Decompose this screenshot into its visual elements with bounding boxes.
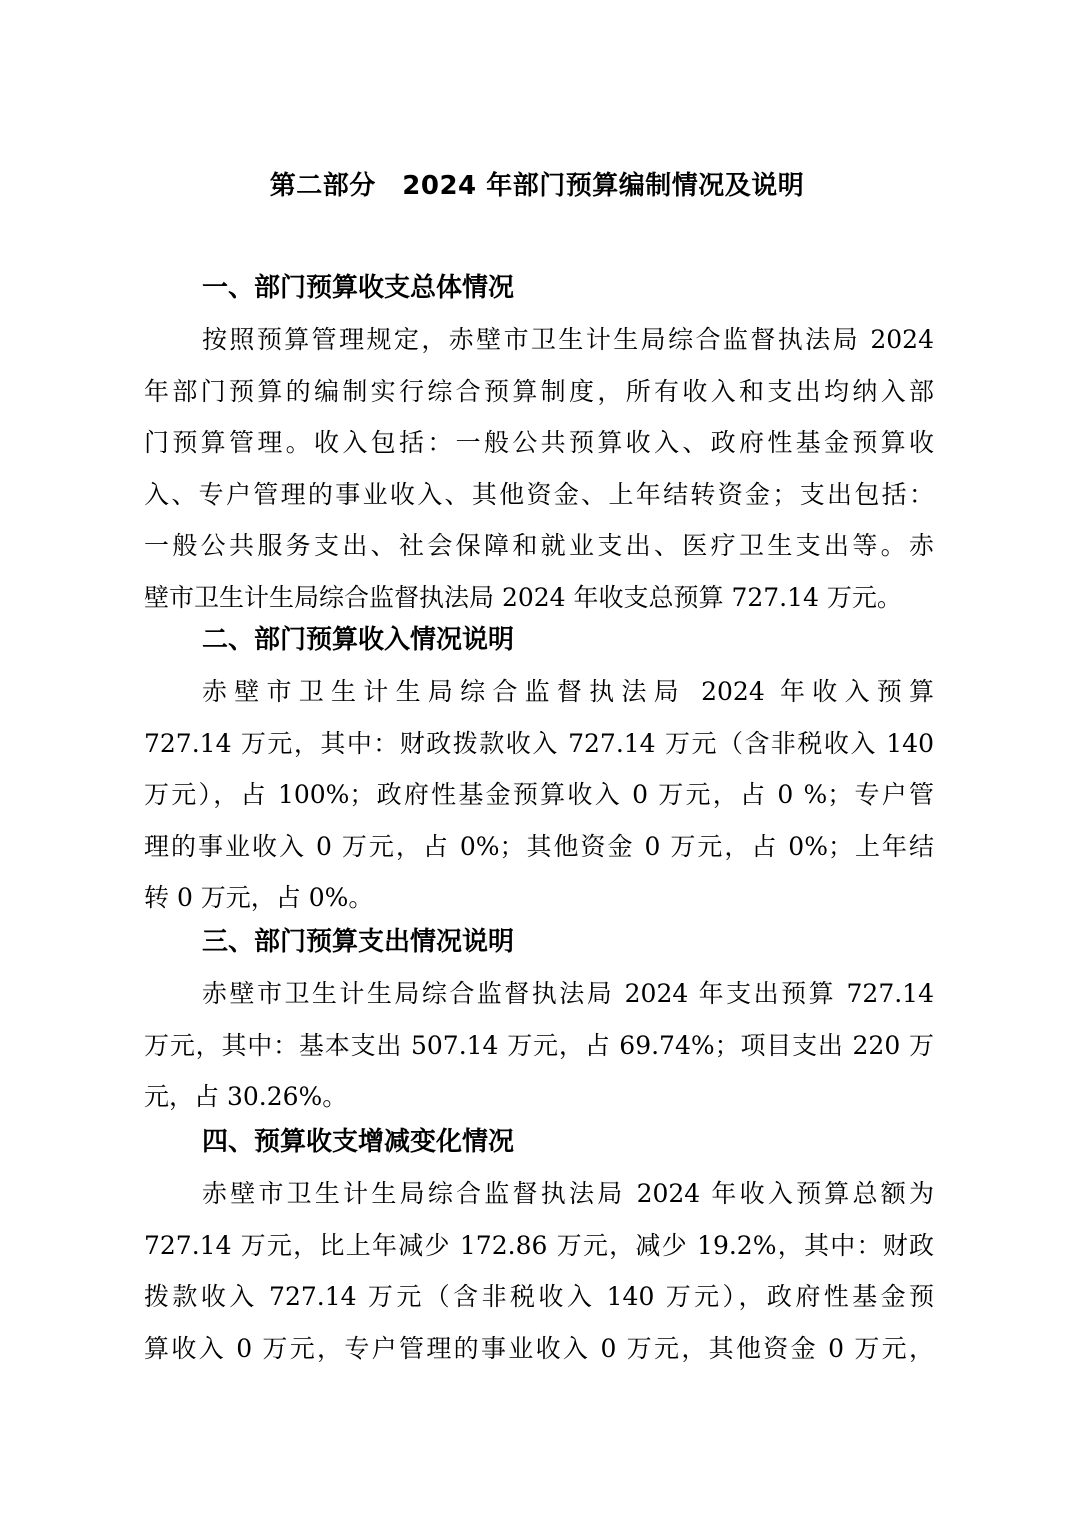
- section-heading: 四、预算收支增减变化情况: [202, 1127, 515, 1157]
- paragraph-line: 转 0 万元，占 0%。: [144, 883, 374, 912]
- section-changes: [144, 1116, 934, 1374]
- paragraph-line: 算收入 0 万元，专户管理的事业收入 0 万元，其他资金 0 万元，: [144, 1333, 934, 1363]
- paragraph-line: 万元），占 100%；政府性基金预算收入 0 万元，占 0 %；专户管: [144, 780, 934, 809]
- paragraph-line: 壁市卫生计生局综合监督执法局 2024 年收支总预算 727.14 万元。: [144, 582, 902, 612]
- page-title: 第二部分 2024 年部门预算编制情况及说明: [269, 171, 805, 201]
- paragraph-line: 门预算管理。收入包括：一般公共预算收入、政府性基金预算收: [144, 428, 934, 457]
- paragraph-line: 理的事业收入 0 万元，占 0%；其他资金 0 万元，占 0%；上年结: [144, 831, 934, 861]
- paragraph-line: 赤壁市卫生计生局综合监督执法局 2024 年收入预算: [202, 677, 934, 706]
- section-heading: 三、部门预算支出情况说明: [202, 927, 515, 957]
- section-paragraph: [144, 666, 934, 924]
- section-paragraph: [144, 314, 934, 623]
- section-income: [144, 614, 934, 924]
- paragraph-line: 727.14 万元，比上年减少 172.86 万元，减少 19.2%，其中：财政: [144, 1230, 934, 1260]
- paragraph-line: 年部门预算的编制实行综合预算制度，所有收入和支出均纳入部: [144, 376, 934, 406]
- section-overall: [144, 262, 934, 623]
- paragraph-line: 赤壁市卫生计生局综合监督执法局 2024 年收入预算总额为: [202, 1179, 934, 1208]
- paragraph-line: 赤壁市卫生计生局综合监督执法局 2024 年支出预算 727.14: [202, 979, 934, 1008]
- section-expenditure: [144, 916, 934, 1123]
- paragraph-line: 拨款收入 727.14 万元（含非税收入 140 万元），政府性基金预: [144, 1282, 934, 1311]
- paragraph-line: 一般公共服务支出、社会保障和就业支出、医疗卫生支出等。赤: [144, 531, 934, 560]
- section-heading: 二、部门预算收入情况说明: [202, 625, 515, 655]
- section-paragraph: [144, 968, 934, 1123]
- section-paragraph: [144, 1168, 934, 1374]
- section-heading: 一、部门预算收支总体情况: [202, 273, 515, 303]
- paragraph-line: 按照预算管理规定，赤壁市卫生计生局综合监督执法局 2024: [202, 325, 934, 354]
- paragraph-line: 727.14 万元，其中：财政拨款收入 727.14 万元（含非税收入 140: [144, 728, 934, 758]
- paragraph-line: 入、专户管理的事业收入、其他资金、上年结转资金；支出包括：: [144, 479, 934, 509]
- paragraph-line: 万元，其中：基本支出 507.14 万元，占 69.74%；项目支出 220 万: [144, 1030, 934, 1060]
- paragraph-line: 元，占 30.26%。: [144, 1082, 348, 1111]
